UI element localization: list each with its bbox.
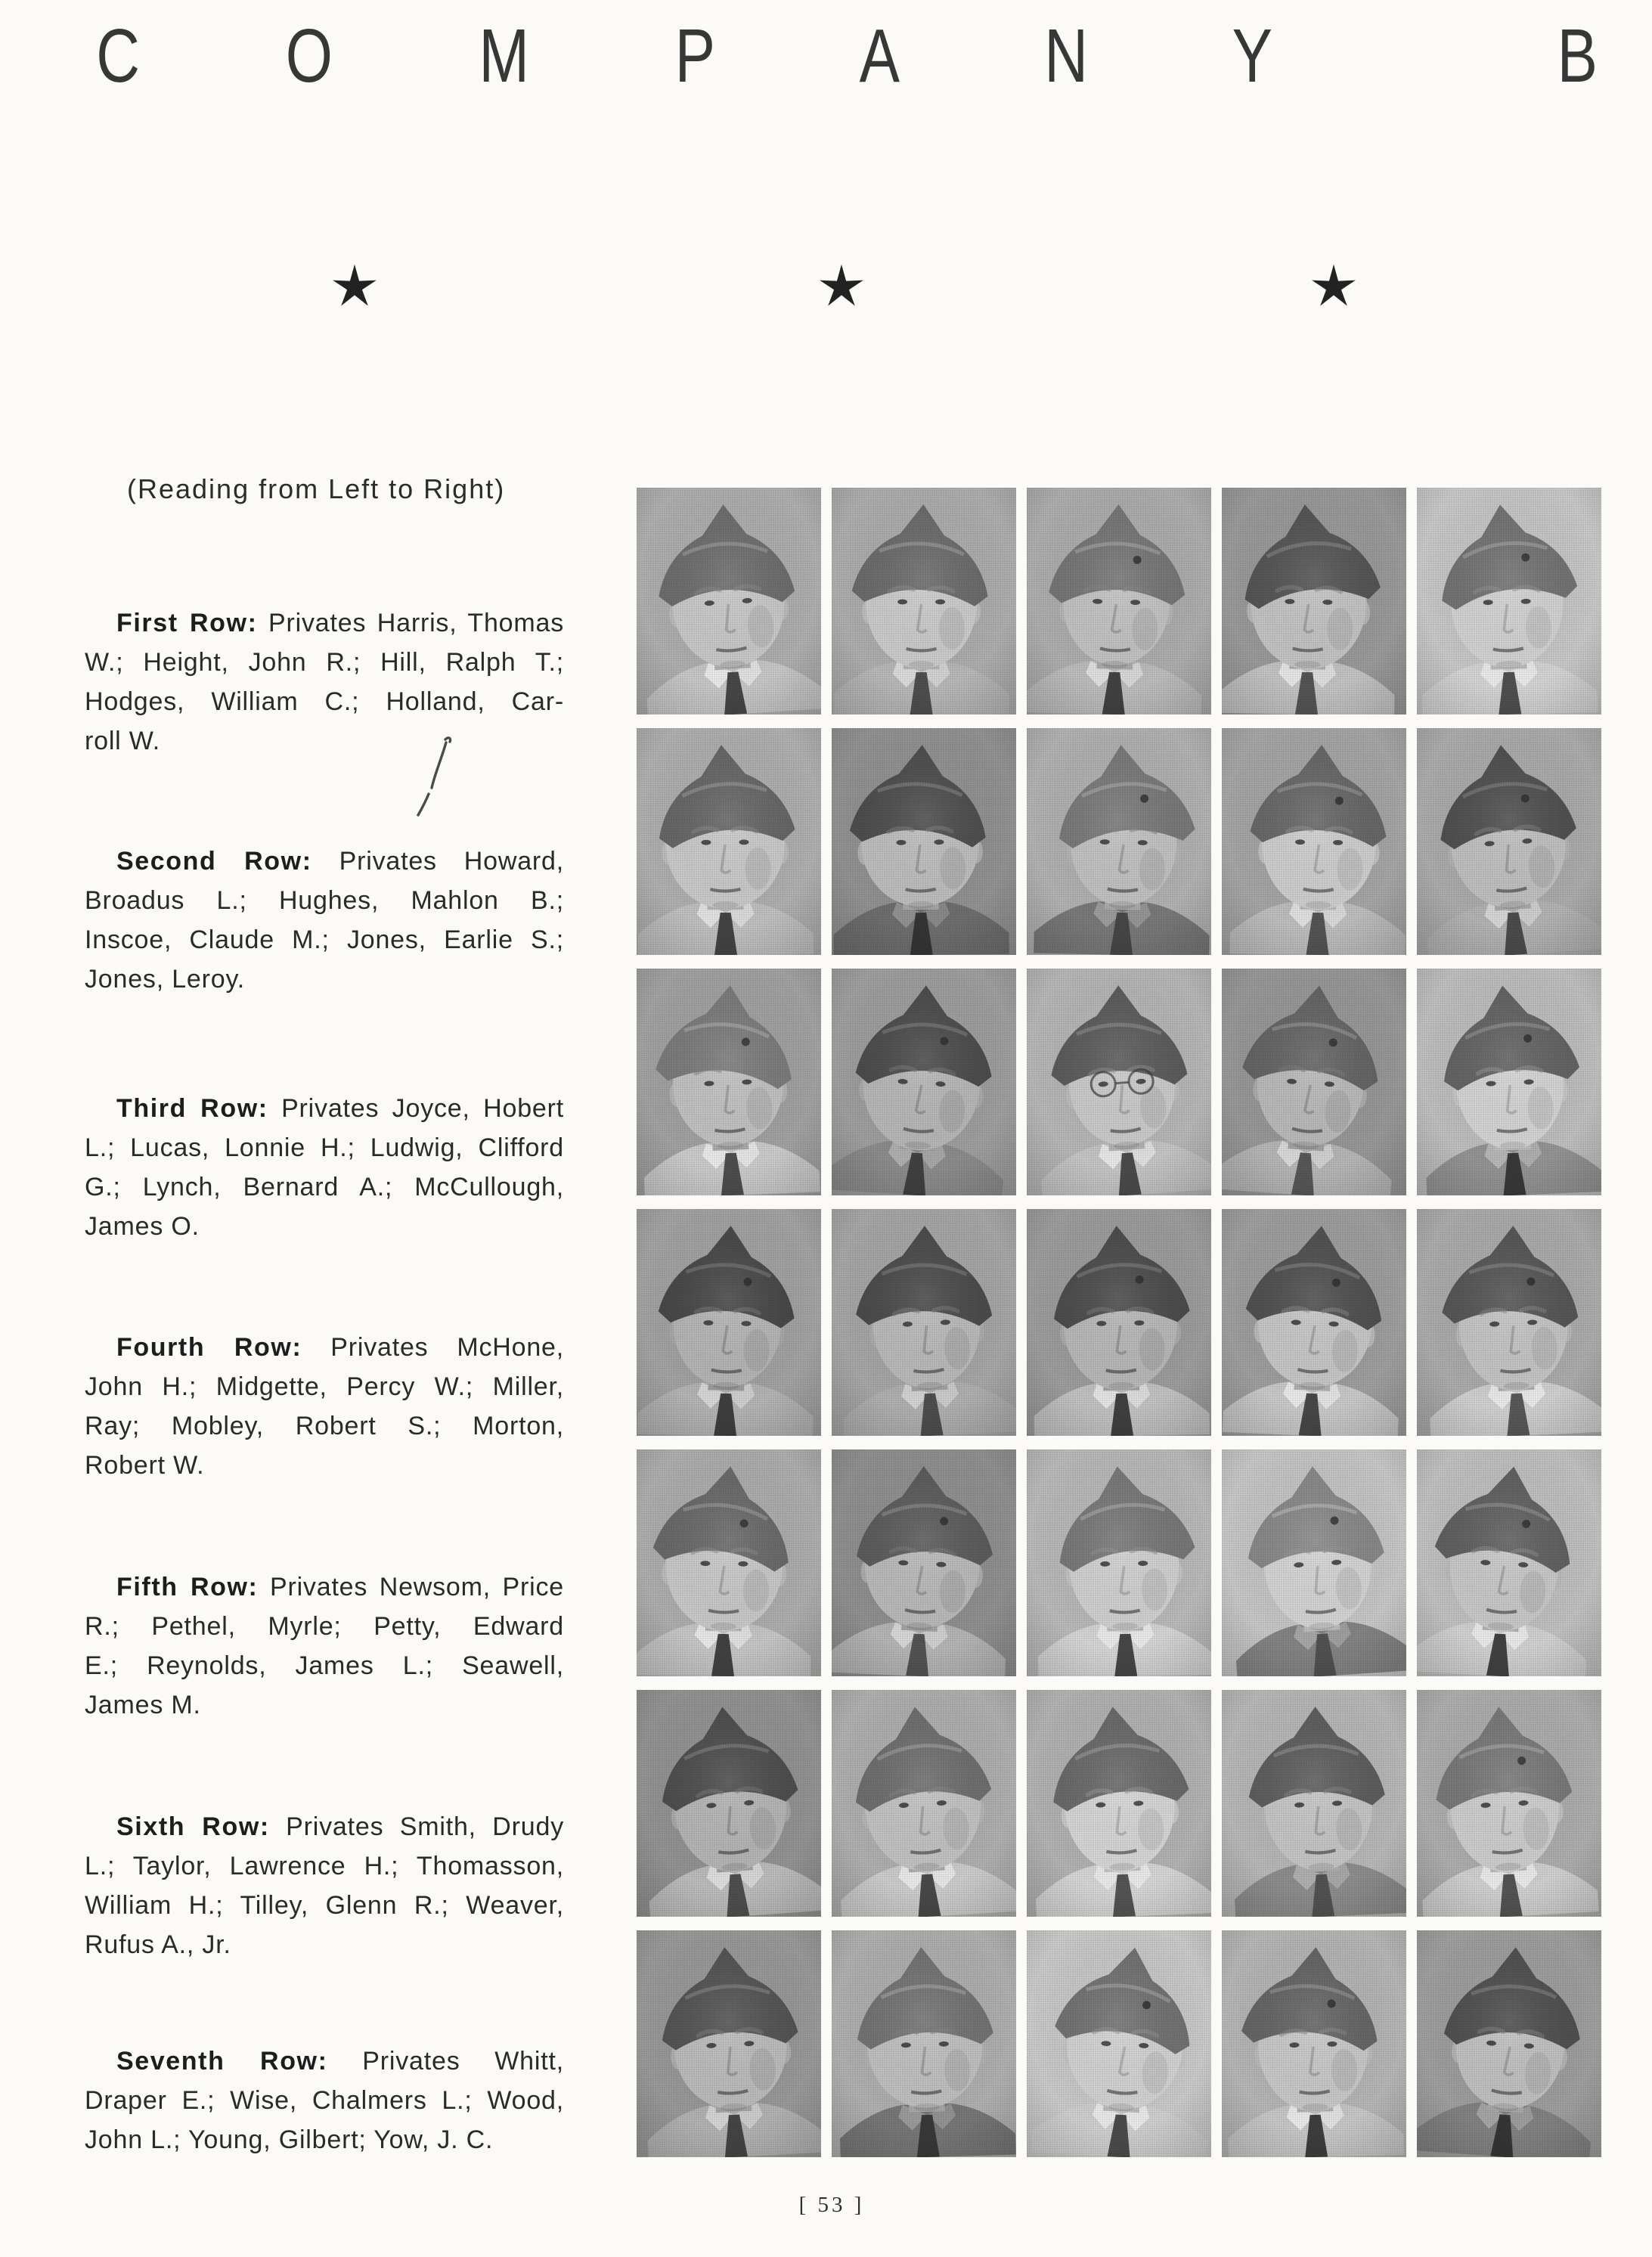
portrait-photo xyxy=(1417,1690,1601,1917)
portrait-photo xyxy=(637,1690,821,1917)
caption-line: Seventh Row: Privates Whitt, xyxy=(116,2047,564,2076)
portrait-photo-svg xyxy=(1417,1209,1601,1436)
caption-row-2 xyxy=(85,842,564,999)
caption-line: Inscoe, Claude M.; Jones, Earlie S.; xyxy=(85,925,564,954)
caption-line: Draper E.; Wise, Chalmers L.; Wood, xyxy=(85,2086,564,2115)
title-letter-m: M xyxy=(479,14,529,98)
portrait-photo xyxy=(1222,1690,1406,1917)
title-letter-n: N xyxy=(1043,14,1088,98)
portrait-photo xyxy=(1027,1449,1211,1676)
portrait-photo xyxy=(1027,728,1211,955)
caption-line: James M. xyxy=(85,1691,201,1719)
reading-note: (Reading from Left to Right) xyxy=(127,473,506,504)
portrait-photo xyxy=(1027,1930,1211,2157)
caption-line: Rufus A., Jr. xyxy=(85,1930,231,1959)
portrait-photo-svg xyxy=(1417,488,1601,715)
portrait-photo xyxy=(637,1209,821,1436)
portrait-photo xyxy=(1417,1930,1601,2157)
portrait-photo xyxy=(1222,1930,1406,2157)
portrait-photo-svg xyxy=(1222,1449,1406,1676)
portrait-photo-svg xyxy=(1222,728,1406,955)
row-label: First Row: xyxy=(116,609,258,637)
portrait-photo-svg xyxy=(637,1690,821,1917)
caption-line: Third Row: Privates Joyce, Hobert xyxy=(116,1094,564,1123)
portrait-photo-svg xyxy=(1222,1690,1406,1917)
caption-line: L.; Lucas, Lonnie H.; Ludwig, Clifford xyxy=(85,1133,564,1162)
portrait-photo xyxy=(1417,1209,1601,1436)
photo-grid xyxy=(637,488,1601,2157)
portrait-photo-svg xyxy=(1417,969,1601,1195)
title-letter-o: O xyxy=(285,14,333,98)
caption-line: Fourth Row: Privates McHone, xyxy=(116,1333,564,1362)
caption-line: Jones, Leroy. xyxy=(85,965,245,994)
portrait-photo-svg xyxy=(1222,488,1406,715)
caption-line: First Row: Privates Harris, Thomas xyxy=(116,609,565,637)
row-label: Fourth Row: xyxy=(116,1333,302,1362)
caption-line: G.; Lynch, Bernard A.; McCullough, xyxy=(85,1173,564,1201)
portrait-photo xyxy=(637,488,821,715)
portrait-photo-svg xyxy=(832,1690,1016,1917)
portrait-photo-svg xyxy=(1027,1930,1211,2157)
portrait-photo xyxy=(832,1930,1016,2157)
portrait-photo-svg xyxy=(1027,488,1211,715)
portrait-photo-svg xyxy=(637,1209,821,1436)
portrait-photo xyxy=(1027,1690,1211,1917)
portrait-photo-svg xyxy=(637,488,821,715)
portrait-photo-svg xyxy=(1027,1690,1211,1917)
caption-line: Fifth Row: Privates Newsom, Price xyxy=(116,1573,564,1601)
caption-line: E.; Reynolds, James L.; Seawell, xyxy=(85,1651,564,1680)
caption-line: John H.; Midgette, Percy W.; Miller, xyxy=(85,1372,564,1401)
row-label: Second Row: xyxy=(116,847,312,876)
caption-row-1 xyxy=(85,603,564,761)
portrait-photo xyxy=(1417,728,1601,955)
portrait-photo-svg xyxy=(832,1449,1016,1676)
row-label: Fifth Row: xyxy=(116,1573,259,1601)
portrait-photo-svg xyxy=(637,1449,821,1676)
portrait-photo-svg xyxy=(832,969,1016,1195)
caption-line: James O. xyxy=(85,1212,200,1241)
portrait-photo xyxy=(832,1449,1016,1676)
caption-row-7 xyxy=(85,2042,564,2159)
caption-line: William H.; Tilley, Glenn R.; Weaver, xyxy=(85,1891,564,1920)
page-number: [ 53 ] xyxy=(798,2193,865,2217)
portrait-photo-svg xyxy=(1417,1449,1601,1676)
title-letter-a: A xyxy=(859,14,900,98)
portrait-photo-svg xyxy=(1027,1209,1211,1436)
portrait-photo xyxy=(832,1690,1016,1917)
star-icon xyxy=(817,256,866,318)
caption-line: Second Row: Privates Howard, xyxy=(116,847,564,876)
portrait-photo-svg xyxy=(637,728,821,955)
portrait-photo xyxy=(1222,969,1406,1195)
portrait-photo-svg xyxy=(1222,1209,1406,1436)
portrait-photo-svg xyxy=(1417,1930,1601,2157)
title-letter-y: Y xyxy=(1232,14,1273,98)
portrait-photo xyxy=(1027,969,1211,1195)
portrait-photo xyxy=(832,1209,1016,1436)
ink-smudge xyxy=(412,735,457,818)
caption-line: L.; Taylor, Lawrence H.; Thomasson, xyxy=(85,1852,564,1880)
portrait-photo xyxy=(1027,1209,1211,1436)
portrait-photo-svg xyxy=(637,1930,821,2157)
caption-line: R.; Pethel, Myrle; Petty, Edward xyxy=(85,1612,564,1641)
portrait-photo xyxy=(637,1449,821,1676)
portrait-photo xyxy=(637,969,821,1195)
caption-line: Sixth Row: Privates Smith, Drudy xyxy=(116,1812,564,1841)
row-label: Seventh Row: xyxy=(116,2047,328,2076)
portrait-photo xyxy=(1417,488,1601,715)
portrait-photo-svg xyxy=(832,1930,1016,2157)
title-letter-b: B xyxy=(1557,14,1598,98)
caption-line: Robert W. xyxy=(85,1451,205,1480)
title-letter-p: P xyxy=(674,14,715,98)
portrait-photo-svg xyxy=(832,1209,1016,1436)
portrait-photo xyxy=(1417,969,1601,1195)
caption-row-4 xyxy=(85,1328,564,1485)
portrait-photo-svg xyxy=(1417,728,1601,955)
row-label: Third Row: xyxy=(116,1094,268,1123)
portrait-photo-svg xyxy=(1417,1690,1601,1917)
portrait-photo-svg xyxy=(832,728,1016,955)
portrait-photo-svg xyxy=(1027,969,1211,1195)
portrait-photo xyxy=(637,1930,821,2157)
caption-line: Hodges, William C.; Holland, Car- xyxy=(85,687,564,716)
portrait-photo-svg xyxy=(1027,1449,1211,1676)
caption-row-3 xyxy=(85,1089,564,1246)
portrait-photo xyxy=(1222,488,1406,715)
star-icon xyxy=(1310,256,1358,318)
caption-line: W.; Height, John R.; Hill, Ralph T.; xyxy=(85,648,564,677)
portrait-photo-svg xyxy=(637,969,821,1195)
portrait-photo xyxy=(1222,728,1406,955)
portrait-photo xyxy=(637,728,821,955)
portrait-photo xyxy=(1222,1209,1406,1436)
portrait-photo xyxy=(832,969,1016,1195)
portrait-photo-svg xyxy=(1027,728,1211,955)
caption-row-6 xyxy=(85,1807,564,1964)
caption-line: Ray; Mobley, Robert S.; Morton, xyxy=(85,1412,564,1440)
portrait-photo-svg xyxy=(832,488,1016,715)
portrait-photo-svg xyxy=(1222,1930,1406,2157)
row-label: Sixth Row: xyxy=(116,1812,270,1841)
title-letter-c: C xyxy=(96,14,140,98)
portrait-photo xyxy=(832,728,1016,955)
portrait-photo-svg xyxy=(1222,969,1406,1195)
caption-line: Broadus L.; Hughes, Mahlon B.; xyxy=(85,886,564,915)
portrait-photo xyxy=(1417,1449,1601,1676)
portrait-photo xyxy=(832,488,1016,715)
caption-column xyxy=(85,0,564,2257)
portrait-photo xyxy=(1027,488,1211,715)
caption-row-5 xyxy=(85,1567,564,1725)
portrait-photo xyxy=(1222,1449,1406,1676)
caption-line: roll W. xyxy=(85,727,161,755)
caption-line: John L.; Young, Gilbert; Yow, J. C. xyxy=(85,2125,494,2154)
